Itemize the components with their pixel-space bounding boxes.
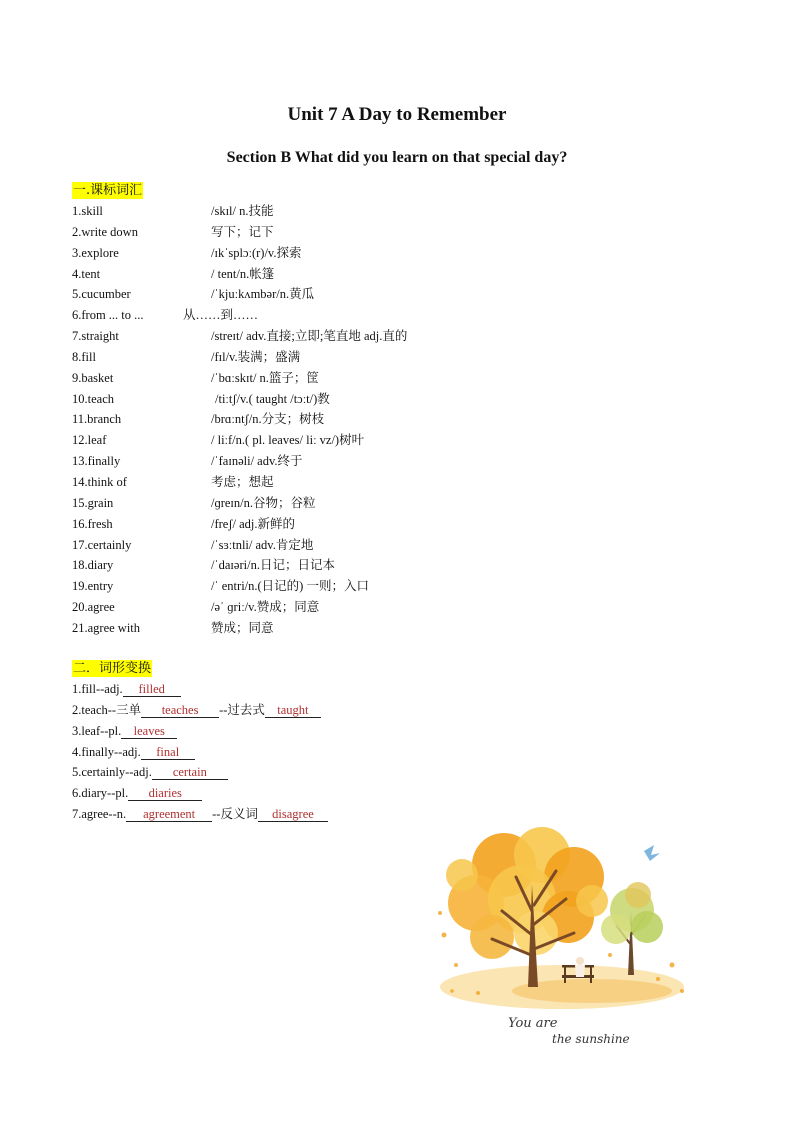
vocab-item <box>72 389 472 410</box>
caption-line2: the sunshine <box>552 1032 630 1046</box>
vocab-item <box>72 576 472 597</box>
vocab-meaning: / tent/n.帐篷 <box>211 266 275 281</box>
vocab-meaning: /ˈ entri/n.(日记的) 一则；入口 <box>211 579 369 594</box>
vocab-meaning: /ˈdaɪəri/n.日记；日记本 <box>211 558 335 573</box>
vocab-item <box>72 451 472 472</box>
vocab-meaning: /ˈsɜːtnli/ adv.肯定地 <box>211 537 314 552</box>
vocab-item <box>72 472 472 493</box>
vocab-word: 2.write down <box>72 224 138 239</box>
vocab-word: 4.tent <box>72 266 101 281</box>
vocab-item <box>72 493 472 514</box>
answer-blank: certain <box>152 765 228 780</box>
vocab-item <box>72 368 472 389</box>
word-form-prompt: 7.agree--n. <box>72 807 127 822</box>
vocab-word: 3.explore <box>72 245 119 260</box>
word-form-item <box>72 721 328 742</box>
section-subtitle: Section B What did you learn on that special day? <box>226 149 568 166</box>
answer-blank: final <box>141 745 195 760</box>
vocab-meaning: /tiːtʃ/v.( taught /tɔːt/)教 <box>215 391 330 406</box>
vocab-word: 7.straight <box>72 329 119 344</box>
vocab-word: 16.fresh <box>72 516 113 531</box>
vocab-item <box>72 535 472 556</box>
vocab-meaning: 写下；记下 <box>211 224 274 239</box>
vocab-word: 10.teach <box>72 391 114 406</box>
answer-blank: disagree <box>258 807 328 822</box>
vocab-item <box>72 618 472 639</box>
vocab-word: 18.diary <box>72 558 114 573</box>
vocab-word: 19.entry <box>72 579 114 594</box>
answer-blank: agreement <box>126 807 212 822</box>
vocab-item <box>72 326 472 347</box>
word-form-item <box>72 762 328 783</box>
vocab-word: 13.finally <box>72 454 121 469</box>
word-form-prompt: 4.finally--adj. <box>72 744 141 759</box>
vocab-meaning: /skɪl/ n.技能 <box>211 204 274 218</box>
vocab-meaning: /ˈbɑːskɪt/ n.篮子；筐 <box>211 370 319 385</box>
vocab-item <box>72 284 472 305</box>
vocab-word: 11.branch <box>72 412 122 427</box>
vocab-word: 6.from ... to ... <box>72 308 144 323</box>
vocab-word: 5.cucumber <box>72 287 131 302</box>
vocab-word: 15.grain <box>72 495 114 510</box>
answer-blank: taught <box>265 703 321 718</box>
vocab-word: 9.basket <box>72 370 114 385</box>
word-form-item <box>72 700 328 721</box>
vocab-meaning: /ɡreɪn/n.谷物；谷粒 <box>211 495 316 510</box>
vocab-item <box>72 243 472 264</box>
vocab-meaning: /streɪt/ adv.直接;立即;笔直地 adj.直的 <box>211 329 408 344</box>
vocab-meaning: /ˈkjuːkʌmbər/n.黄瓜 <box>211 287 315 302</box>
vocab-meaning: /freʃ/ adj.新鲜的 <box>211 516 296 531</box>
vocab-meaning: 从……到…… <box>183 308 259 323</box>
autumn-tree-illustration <box>432 815 694 1051</box>
word-form-prompt: 5.certainly--adj. <box>72 765 152 780</box>
vocab-word: 14.think of <box>72 474 127 489</box>
vocab-word: 12.leaf <box>72 433 107 448</box>
word-form-prompt: 2.teach--三单 <box>72 702 142 717</box>
answer-blank: filled <box>123 682 181 697</box>
vocab-meaning: /ɪkˈsplɔː(r)/v.探索 <box>211 245 302 260</box>
vocab-word: 20.agree <box>72 600 115 615</box>
vocab-meaning: 考虑；想起 <box>211 474 274 489</box>
vocab-meaning: 赞成；同意 <box>211 620 274 635</box>
vocab-item <box>72 430 472 451</box>
forms-heading: 二．词形变换 <box>73 661 152 676</box>
vocab-list <box>72 201 472 639</box>
vocab-item <box>72 305 472 326</box>
vocab-meaning: /fɪl/v.装满；盛满 <box>211 349 301 364</box>
word-form-item <box>72 679 328 700</box>
word-forms-list <box>72 679 328 825</box>
vocab-word: 8.fill <box>72 349 96 364</box>
vocab-item <box>72 347 472 368</box>
big-orange-tree <box>446 827 608 987</box>
vocab-item <box>72 222 472 243</box>
vocab-heading: 一.课标词汇 <box>73 183 143 198</box>
vocab-item <box>72 597 472 618</box>
vocab-item <box>72 201 472 222</box>
small-green-tree <box>601 882 663 975</box>
vocab-item <box>72 555 472 576</box>
vocab-meaning: /ˈfaɪnəli/ adv.终于 <box>211 454 303 469</box>
vocab-word: 21.agree with <box>72 620 141 635</box>
word-form-prompt: --反义词 <box>212 807 258 822</box>
word-form-item <box>72 742 328 763</box>
word-form-item <box>72 783 328 804</box>
vocab-word: 1.skill <box>72 204 103 218</box>
vocab-word: 17.certainly <box>72 537 132 552</box>
vocab-meaning: /brɑːntʃ/n.分支；树枝 <box>211 412 325 427</box>
answer-blank: teaches <box>141 703 219 718</box>
vocab-item <box>72 264 472 285</box>
vocab-item <box>72 514 472 535</box>
answer-blank: diaries <box>128 786 202 801</box>
word-form-prompt: --过去式 <box>219 702 265 717</box>
vocab-meaning: /əˈ ɡriː/v.赞成；同意 <box>211 600 320 615</box>
word-form-prompt: 1.fill--adj. <box>72 682 123 696</box>
word-form-item <box>72 804 328 825</box>
caption-line1: You are <box>508 1016 558 1031</box>
page-title: Unit 7 A Day to Remember <box>287 104 507 125</box>
vocab-meaning: / liːf/n.( pl. leaves/ liː vz/)树叶 <box>211 433 365 448</box>
word-form-prompt: 3.leaf--pl. <box>72 723 122 738</box>
word-form-prompt: 6.diary--pl. <box>72 786 129 801</box>
answer-blank: leaves <box>121 724 177 739</box>
vocab-item <box>72 409 472 430</box>
bird-icon <box>644 845 660 861</box>
